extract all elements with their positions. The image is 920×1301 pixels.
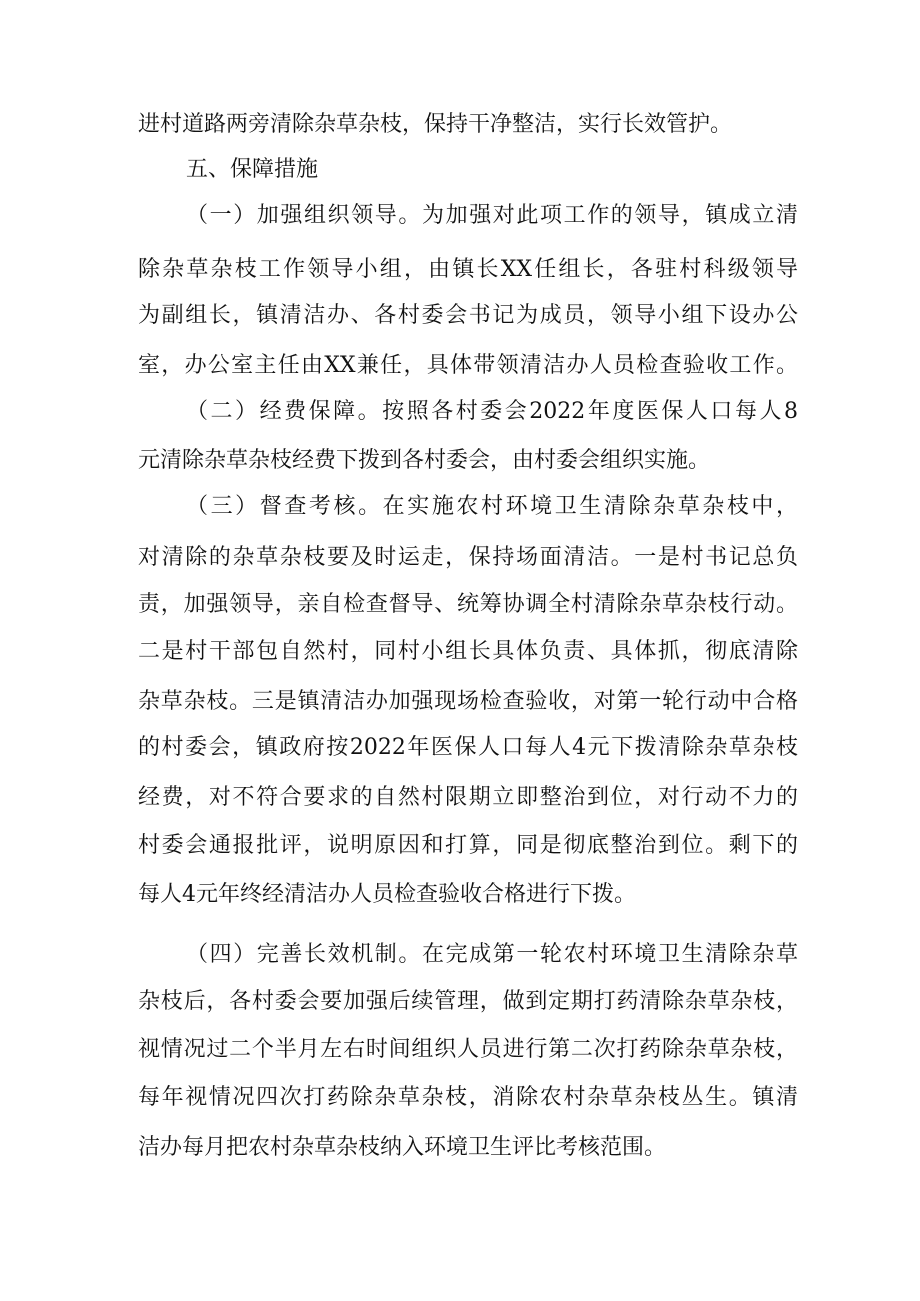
paragraph-line: 每年视情况四次打药除杂草杂枝，消除农村杂草杂枝丛生。镇清 [138, 1085, 798, 1110]
paragraph-line: 经费，对不符合要求的自然村限期立即整治到位，对行动不力的 [138, 785, 798, 810]
paragraph-line: （四）完善长效机制。在完成第一轮农村环境卫生清除杂草 [186, 942, 798, 967]
paragraph-line: 为副组长，镇清洁办、各村委会书记为成员，领导小组下设办公 [138, 303, 798, 328]
paragraph-line: 每人4元年终经清洁办人员检查验收合格进行下拨。 [138, 882, 636, 907]
paragraph-line: 除杂草杂枝工作领导小组，由镇长XX任组长，各驻村科级领导 [138, 257, 798, 282]
paragraph-line: 室，办公室主任由XX兼任，具体带领清洁办人员检查验收工作。 [138, 353, 798, 378]
paragraph-line: 的村委会，镇政府按2022年医保人口每人4元下拨清除杂草杂枝 [138, 735, 798, 760]
paragraph-line: 杂枝后，各村委会要加强后续管理，做到定期打药清除杂草杂枝， [138, 989, 798, 1014]
paragraph-line: （三）督查考核。在实施农村环境卫生清除杂草杂枝中， [186, 494, 798, 519]
paragraph-line: 元清除杂草杂枝经费下拨到各村委会，由村委会组织实施。 [138, 448, 711, 473]
paragraph-line: 进村道路两旁清除杂草杂枝，保持干净整洁，实行长效管护。 [138, 112, 733, 137]
paragraph-line: 二是村干部包自然村，同村小组长具体负责、具体抓，彻底清除 [138, 639, 798, 664]
paragraph-line: （一）加强组织领导。为加强对此项工作的领导，镇成立清 [186, 203, 798, 228]
paragraph-line: 视情况过二个半月左右时间组织人员进行第二次打药除杂草杂枝， [138, 1037, 798, 1062]
paragraph-line: 对清除的杂草杂枝要及时运走，保持场面清洁。一是村书记总负 [138, 545, 798, 570]
paragraph-line: （二）经费保障。按照各村委会2022年度医保人口每人8 [186, 399, 798, 424]
paragraph-line: 洁办每月把农村杂草杂枝纳入环境卫生评比考核范围。 [138, 1135, 667, 1160]
paragraph-line: 村委会通报批评，说明原因和打算，同是彻底整治到位。剩下的 [138, 833, 798, 858]
paragraph-line: 杂草杂枝。三是镇清洁办加强现场检查验收，对第一轮行动中合格 [138, 689, 798, 714]
section-heading: 五、保障措施 [186, 157, 319, 182]
paragraph-line: 责，加强领导，亲自检查督导、统筹协调全村清除杂草杂枝行动。 [138, 592, 798, 617]
